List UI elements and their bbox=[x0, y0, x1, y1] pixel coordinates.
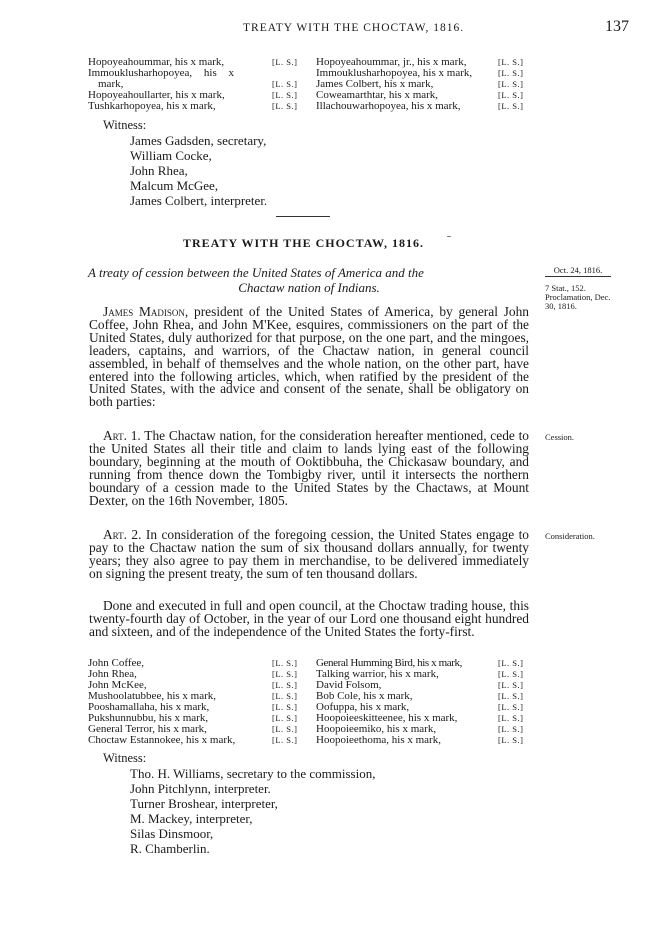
signatory-name: Oofuppa, his x mark, bbox=[316, 701, 410, 713]
signatory-name: John Coffee, bbox=[88, 657, 145, 669]
article-label: Art. 2. bbox=[103, 527, 142, 542]
section-divider bbox=[276, 216, 330, 217]
subtitle-line: A treaty of cession between the United States of America and the bbox=[88, 265, 424, 280]
seal-mark: [L. S.] bbox=[272, 680, 298, 690]
margin-note-consideration: Consideration. bbox=[545, 531, 595, 541]
seal-mark: [L. S.] bbox=[272, 101, 298, 111]
seal-mark: [L. S.] bbox=[498, 57, 524, 67]
signatory-row bbox=[88, 735, 303, 746]
page-number: 137 bbox=[605, 18, 629, 35]
seal-mark: [L. S.] bbox=[498, 90, 524, 100]
signatory-name: Bob Cole, his x mark, bbox=[316, 690, 413, 702]
subtitle-line: Chactaw nation of Indians. bbox=[238, 280, 380, 295]
signatory-name: Hoopoieemiko, his x mark, bbox=[316, 723, 437, 735]
article-1-paragraph bbox=[89, 430, 529, 507]
stray-mark: ˉ bbox=[447, 232, 451, 246]
witness-name: Malcum McGee, bbox=[130, 178, 219, 193]
signatory-name: Pukshunnubbu, his x mark, bbox=[88, 712, 209, 724]
seal-mark: [L. S.] bbox=[498, 702, 524, 712]
closing-paragraph: Done and executed in full and open council, at the Choctaw trading house, this twenty-fourth day of October, in the year of our Lord one thousand eight hundred and sixteen, and of the independence of the United States the forty-first. bbox=[89, 598, 529, 639]
seal-mark: [L. S.] bbox=[498, 735, 524, 745]
signatory-row bbox=[316, 735, 534, 746]
article-text: In consideration of the foregoing cession, the United States engage to pay to the Chactaw nation the sum of six thousand dollars annually, for twenty years; they also agree to pay them in merchandise, to be delivered immediately on signing the present treaty, the sum of ten thousand dollars. bbox=[89, 527, 529, 581]
signatory-name: John Rhea, bbox=[88, 668, 137, 680]
citation-line: 7 Stat., 152. bbox=[545, 283, 586, 293]
witness-name: R. Chamberlin. bbox=[130, 841, 210, 856]
signatory-name: General Humming Bird, his x mark, bbox=[316, 657, 462, 669]
seal-mark: [L. S.] bbox=[272, 658, 298, 668]
witness-name: Turner Broshear, interpreter, bbox=[130, 796, 278, 811]
signatory-name: James Colbert, his x mark, bbox=[316, 78, 434, 90]
signatory-name: Coweamarthtar, his x mark, bbox=[316, 89, 439, 101]
signatory-name: Mushoolatubbee, his x mark, bbox=[88, 690, 217, 702]
signatory-name: Hopoyeahoummar, his x mark, bbox=[88, 56, 225, 68]
seal-mark: [L. S.] bbox=[272, 702, 298, 712]
signatory-name: Hoopoieethoma, his x mark, bbox=[316, 734, 441, 746]
witness-name: James Gadsden, secretary, bbox=[130, 133, 267, 148]
signatory-name: Talking warrior, his x mark, bbox=[316, 668, 439, 680]
signatory-name: Illachouwarhopoyea, his x mark, bbox=[316, 100, 461, 112]
seal-mark: [L. S.] bbox=[498, 658, 524, 668]
witness-name: John Rhea, bbox=[130, 163, 188, 178]
signatory-name: John McKee, bbox=[88, 679, 147, 691]
margin-date: Oct. 24, 1816. bbox=[545, 265, 611, 277]
signatory-name: General Terror, his x mark, bbox=[88, 723, 207, 735]
seal-mark: [L. S.] bbox=[498, 691, 524, 701]
citation-line: 30, 1816. bbox=[545, 301, 577, 311]
signatory-name: Immouklusharhopoyea, his x bbox=[88, 67, 235, 79]
witness-name: John Pitchlynn, interpreter. bbox=[130, 781, 271, 796]
seal-mark: [L. S.] bbox=[498, 101, 524, 111]
margin-citation bbox=[545, 284, 610, 311]
seal-mark: [L. S.] bbox=[272, 57, 298, 67]
article-label: Art. 1. bbox=[103, 428, 141, 443]
signatory-name: Immouklusharhopoyea, his x mark, bbox=[316, 67, 473, 79]
signatory-name: Tushkarhopoyea, his x mark, bbox=[88, 100, 216, 112]
signatory-name: Pooshamallaha, his x mark, bbox=[88, 701, 210, 713]
seal-mark: [L. S.] bbox=[498, 669, 524, 679]
signatory-row bbox=[88, 101, 308, 112]
signatory-name: Hopoyeahoullarter, his x mark, bbox=[88, 89, 225, 101]
witness-name: M. Mackey, interpreter, bbox=[130, 811, 253, 826]
signatory-name: David Folsom, bbox=[316, 679, 382, 691]
seal-mark: [L. S.] bbox=[272, 90, 298, 100]
treaty-subtitle bbox=[88, 265, 530, 295]
signatory-name: Hoopoieeskitteenee, his x mark, bbox=[316, 712, 458, 724]
witness-label: Witness: bbox=[103, 118, 147, 132]
seal-mark: [L. S.] bbox=[498, 680, 524, 690]
preamble-name: James Madison bbox=[103, 304, 185, 319]
seal-mark: [L. S.] bbox=[272, 691, 298, 701]
citation-line: Proclamation, Dec. bbox=[545, 292, 611, 302]
seal-mark: [L. S.] bbox=[272, 669, 298, 679]
seal-mark: [L. S.] bbox=[272, 713, 298, 723]
margin-note-cession: Cession. bbox=[545, 432, 575, 442]
seal-mark: [L. S.] bbox=[498, 724, 524, 734]
signatory-name: Choctaw Estannokee, his x mark, bbox=[88, 734, 236, 746]
witness-name: William Cocke, bbox=[130, 148, 212, 163]
seal-mark: [L. S.] bbox=[272, 79, 298, 89]
article-text: The Chactaw nation, for the consideration hereafter mentioned, cede to the United States all their title and claim to lands lying east of the following boundary, beginning at the mouth of Ooktibbuha, the Chickasaw boundary, and running from thence down the Tombigby river, until it intersects the northern boundary of a cession made to the United States by the Chactaws, at Mount Dexter, on the 16th November, 1805. bbox=[89, 428, 529, 508]
running-title: TREATY WITH THE CHOCTAW, 1816. bbox=[243, 22, 465, 34]
preamble-paragraph bbox=[89, 306, 529, 409]
signatory-name: mark, bbox=[98, 78, 124, 90]
article-2-paragraph bbox=[89, 529, 529, 581]
witness-name: James Colbert, interpreter. bbox=[130, 193, 268, 208]
signatory-name: Hopoyeahoummar, jr., his x mark, bbox=[316, 56, 467, 68]
seal-mark: [L. S.] bbox=[272, 735, 298, 745]
seal-mark: [L. S.] bbox=[498, 713, 524, 723]
seal-mark: [L. S.] bbox=[498, 79, 524, 89]
witness-label: Witness: bbox=[103, 751, 147, 765]
treaty-title: TREATY WITH THE CHOCTAW, 1816. bbox=[183, 236, 424, 250]
preamble-text: , president of the United States of America, by general John Coffee, John Rhea, and John M'Kee, esquires, commissioners on the part of the United States, duly authorized for that purpose, on the one part, and the mingoes, leaders, captains, and warriors, of the Chactaw nation, in general council assembled, in behalf of themselves and the whole nation, on the other part, have entered into the following articles, which, when ratified by the president of the United States, with the advice and consent of the senate, shall be obligatory on both parties: bbox=[89, 304, 529, 410]
seal-mark: [L. S.] bbox=[272, 724, 298, 734]
witness-name: Tho. H. Williams, secretary to the commission, bbox=[130, 766, 376, 781]
seal-mark: [L. S.] bbox=[498, 68, 524, 78]
witness-name: Silas Dinsmoor, bbox=[130, 826, 214, 841]
signatory-row bbox=[316, 101, 534, 112]
